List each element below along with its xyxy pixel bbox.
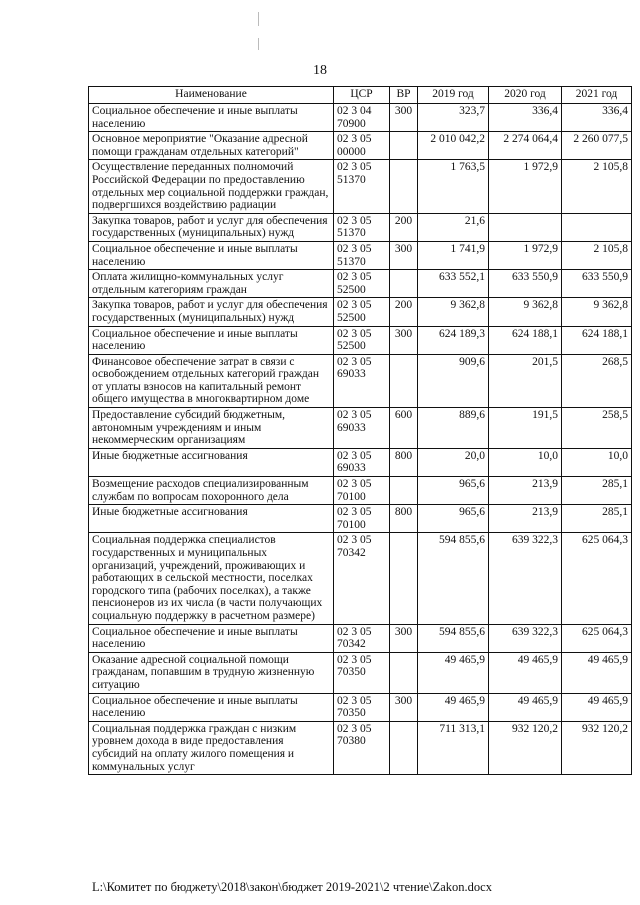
cell-y2021: 633 550,9 [562, 270, 632, 298]
table-row [89, 298, 632, 326]
punch-mark-top [258, 12, 259, 26]
cell-vr: 200 [390, 213, 418, 241]
cell-vr [390, 270, 418, 298]
cell-y2020: 336,4 [489, 104, 562, 132]
table-row [89, 213, 632, 241]
cell-csr: 02 3 05 70350 [334, 652, 390, 693]
cell-y2021: 258,5 [562, 408, 632, 449]
cell-name: Основное мероприятие "Оказание адресной помощи гражданам отдельных категорий" [89, 132, 334, 160]
cell-vr [390, 354, 418, 407]
cell-y2020: 639 322,3 [489, 533, 562, 624]
cell-csr: 02 3 05 52500 [334, 270, 390, 298]
cell-y2019: 1 763,5 [418, 160, 489, 213]
table-header-row [89, 87, 632, 104]
cell-y2019: 9 362,8 [418, 298, 489, 326]
cell-y2021: 624 188,1 [562, 326, 632, 354]
cell-y2019: 711 313,1 [418, 721, 489, 774]
cell-y2020: 213,9 [489, 477, 562, 505]
table-row [89, 326, 632, 354]
header-2021: 2021 год [562, 87, 632, 104]
cell-y2021: 10,0 [562, 448, 632, 476]
cell-y2019: 633 552,1 [418, 270, 489, 298]
cell-y2020: 49 465,9 [489, 693, 562, 721]
cell-name: Социальное обеспечение и иные выплаты населению [89, 104, 334, 132]
cell-y2020: 2 274 064,4 [489, 132, 562, 160]
page-number: 18 [313, 63, 327, 78]
table-row [89, 132, 632, 160]
cell-name: Социальное обеспечение и иные выплаты населению [89, 693, 334, 721]
cell-y2019: 20,0 [418, 448, 489, 476]
cell-name: Оплата жилищно-коммунальных услуг отдельным категориям граждан [89, 270, 334, 298]
cell-vr [390, 533, 418, 624]
cell-y2019: 594 855,6 [418, 624, 489, 652]
cell-name: Финансовое обеспечение затрат в связи с освобождением отдельных категорий граждан от уплаты взносов на капитальный ремонт общего имущества в многоквартирном доме [89, 354, 334, 407]
cell-y2019: 889,6 [418, 408, 489, 449]
cell-csr: 02 3 05 51370 [334, 213, 390, 241]
cell-y2020: 49 465,9 [489, 652, 562, 693]
cell-y2021: 49 465,9 [562, 652, 632, 693]
cell-vr: 300 [390, 241, 418, 269]
cell-name: Социальное обеспечение и иные выплаты населению [89, 241, 334, 269]
cell-csr: 02 3 05 70100 [334, 505, 390, 533]
cell-name: Осуществление переданных полномочий Российской Федерации по предоставлению отдельных мер социальной поддержки граждан, подвергшихся воздействию радиации [89, 160, 334, 213]
file-path-footer: L:\Комитет по бюджету\2018\закон\бюджет 2019-2021\2 чтение\Zakon.docx [92, 880, 492, 894]
cell-y2019: 965,6 [418, 477, 489, 505]
cell-y2020: 633 550,9 [489, 270, 562, 298]
cell-y2019: 49 465,9 [418, 652, 489, 693]
table-row [89, 652, 632, 693]
cell-name: Оказание адресной социальной помощи гражданам, попавшим в трудную жизненную ситуацию [89, 652, 334, 693]
cell-vr: 300 [390, 624, 418, 652]
cell-vr: 300 [390, 693, 418, 721]
cell-y2020: 213,9 [489, 505, 562, 533]
cell-y2021: 625 064,3 [562, 533, 632, 624]
cell-vr [390, 132, 418, 160]
cell-csr: 02 3 05 52500 [334, 298, 390, 326]
cell-y2021: 49 465,9 [562, 693, 632, 721]
cell-csr: 02 3 05 70342 [334, 533, 390, 624]
cell-y2021: 285,1 [562, 505, 632, 533]
cell-csr: 02 3 05 51370 [334, 160, 390, 213]
table-row [89, 721, 632, 774]
budget-table [88, 86, 632, 775]
table-row [89, 477, 632, 505]
cell-y2021: 285,1 [562, 477, 632, 505]
cell-y2021: 2 105,8 [562, 241, 632, 269]
cell-y2019: 594 855,6 [418, 533, 489, 624]
header-vr: ВР [390, 87, 418, 104]
cell-name: Иные бюджетные ассигнования [89, 505, 334, 533]
cell-y2021: 268,5 [562, 354, 632, 407]
cell-y2021: 2 260 077,5 [562, 132, 632, 160]
cell-y2021: 2 105,8 [562, 160, 632, 213]
cell-name: Предоставление субсидий бюджетным, автономным учреждениям и иным некоммерческим организациям [89, 408, 334, 449]
cell-y2021: 932 120,2 [562, 721, 632, 774]
cell-y2019: 2 010 042,2 [418, 132, 489, 160]
table-row [89, 408, 632, 449]
cell-csr: 02 3 05 51370 [334, 241, 390, 269]
punch-mark-mid [258, 38, 259, 50]
cell-y2021: 9 362,8 [562, 298, 632, 326]
cell-csr: 02 3 05 70342 [334, 624, 390, 652]
cell-name: Закупка товаров, работ и услуг для обеспечения государственных (муниципальных) нужд [89, 298, 334, 326]
cell-csr: 02 3 05 70350 [334, 693, 390, 721]
cell-y2019: 624 189,3 [418, 326, 489, 354]
cell-y2020: 639 322,3 [489, 624, 562, 652]
cell-csr: 02 3 05 70100 [334, 477, 390, 505]
cell-name: Социальная поддержка специалистов государственных и муниципальных организаций, учреждений, проживающих и работающих в сельской местности, поселках городского типа (рабочих поселках), а также пенсионеров из их числа (в части получающих социальную поддержку в расчетном размере) [89, 533, 334, 624]
cell-csr: 02 3 05 70380 [334, 721, 390, 774]
cell-y2020: 932 120,2 [489, 721, 562, 774]
cell-name: Возмещение расходов специализированным службам по вопросам похоронного дела [89, 477, 334, 505]
header-2020: 2020 год [489, 87, 562, 104]
cell-csr: 02 3 05 69033 [334, 354, 390, 407]
cell-y2020: 624 188,1 [489, 326, 562, 354]
cell-vr: 300 [390, 326, 418, 354]
header-name: Наименование [89, 87, 334, 104]
cell-y2020: 10,0 [489, 448, 562, 476]
table-row [89, 624, 632, 652]
cell-csr: 02 3 05 69033 [334, 448, 390, 476]
cell-vr: 600 [390, 408, 418, 449]
header-csr: ЦСР [334, 87, 390, 104]
table-row [89, 448, 632, 476]
table-row [89, 505, 632, 533]
cell-y2020 [489, 213, 562, 241]
cell-y2020: 1 972,9 [489, 160, 562, 213]
cell-y2020: 1 972,9 [489, 241, 562, 269]
table-row [89, 270, 632, 298]
cell-y2019: 965,6 [418, 505, 489, 533]
cell-name: Социальное обеспечение и иные выплаты населению [89, 624, 334, 652]
table-row [89, 533, 632, 624]
cell-vr: 300 [390, 104, 418, 132]
table-row [89, 354, 632, 407]
cell-csr: 02 3 05 00000 [334, 132, 390, 160]
cell-name: Социальное обеспечение и иные выплаты населению [89, 326, 334, 354]
cell-name: Иные бюджетные ассигнования [89, 448, 334, 476]
cell-y2020: 201,5 [489, 354, 562, 407]
cell-y2019: 323,7 [418, 104, 489, 132]
cell-csr: 02 3 05 52500 [334, 326, 390, 354]
cell-y2021: 625 064,3 [562, 624, 632, 652]
table-row [89, 160, 632, 213]
table-row [89, 104, 632, 132]
cell-name: Закупка товаров, работ и услуг для обеспечения государственных (муниципальных) нужд [89, 213, 334, 241]
cell-vr: 800 [390, 448, 418, 476]
cell-csr: 02 3 05 69033 [334, 408, 390, 449]
cell-vr [390, 160, 418, 213]
cell-y2021: 336,4 [562, 104, 632, 132]
cell-vr: 800 [390, 505, 418, 533]
cell-csr: 02 3 04 70900 [334, 104, 390, 132]
cell-y2021 [562, 213, 632, 241]
cell-y2020: 191,5 [489, 408, 562, 449]
cell-vr [390, 477, 418, 505]
cell-vr [390, 652, 418, 693]
cell-y2019: 1 741,9 [418, 241, 489, 269]
cell-name: Социальная поддержка граждан с низким уровнем дохода в виде предоставления субсидий на оплату жилого помещения и коммунальных услуг [89, 721, 334, 774]
cell-y2020: 9 362,8 [489, 298, 562, 326]
cell-vr: 200 [390, 298, 418, 326]
table-row [89, 693, 632, 721]
table-row [89, 241, 632, 269]
cell-y2019: 49 465,9 [418, 693, 489, 721]
cell-y2019: 21,6 [418, 213, 489, 241]
cell-y2019: 909,6 [418, 354, 489, 407]
cell-vr [390, 721, 418, 774]
header-2019: 2019 год [418, 87, 489, 104]
